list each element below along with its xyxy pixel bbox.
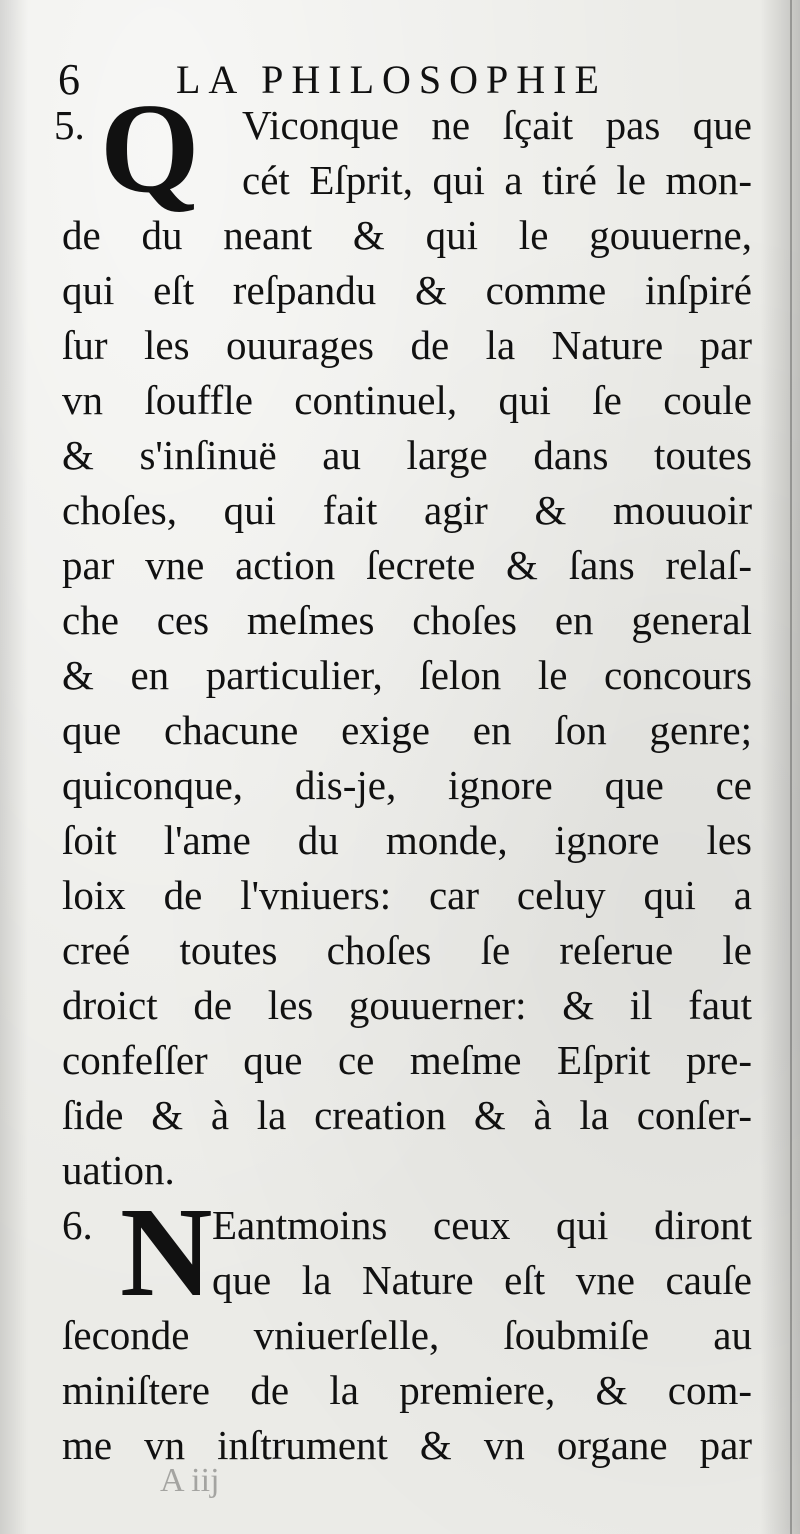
text-line: creé toutes choſes ſe reſerue le: [62, 927, 752, 973]
text-line: uation.: [62, 1147, 175, 1193]
drop-cap-letter: N: [120, 1181, 213, 1323]
text-line: par vne action ſecrete & ſans relaſ-: [62, 542, 752, 588]
text-line: loix de l'vniuers: car celuy qui a: [62, 872, 752, 918]
text-line: ſide & à la creation & à la conſer-: [62, 1092, 752, 1138]
text-line: ſeconde vniuerſelle, ſoubmiſe au: [62, 1312, 752, 1358]
printer-signature-mark: A iij: [160, 1462, 220, 1499]
text-line: droict de les gouuerner: & il faut: [62, 982, 752, 1028]
text-line: Viconque ne ſçait pas que: [242, 102, 752, 148]
text-line: confeſſer que ce meſme Eſprit pre-: [62, 1037, 752, 1083]
text-line: miniſtere de la premiere, & com-: [62, 1367, 752, 1413]
text-line: de du neant & qui le gouuerne,: [62, 212, 752, 258]
text-line: ſur les ouurages de la Nature par: [62, 322, 752, 368]
text-line: & en particulier, ſelon le concours: [62, 652, 752, 698]
text-line: que la Nature eſt vne cauſe: [212, 1257, 752, 1303]
page-edge-line: [790, 0, 792, 1534]
page-shadow-left: [0, 0, 28, 1534]
running-head: LA PHILOSOPHIE: [176, 57, 607, 102]
text-line: qui eſt reſpandu & comme inſpiré: [62, 267, 752, 313]
text-line: quiconque, dis-je, ignore que ce: [62, 762, 752, 808]
text-line: Eantmoins ceux qui diront: [212, 1202, 752, 1248]
text-line: che ces meſmes choſes en general: [62, 597, 752, 643]
paragraph-6: [62, 1181, 752, 1473]
text-line: cét Eſprit, qui a tiré le mon-: [242, 157, 752, 203]
text-line: vn ſouffle continuel, qui ſe coule: [62, 377, 752, 423]
text-line: que chacune exige en ſon genre;: [62, 707, 752, 753]
drop-cap-letter: Q: [100, 77, 200, 219]
paragraph-number: 5.: [54, 102, 85, 148]
page-shadow-right: [760, 0, 800, 1534]
text-line: me vn inſtrument & vn organe par: [62, 1422, 752, 1468]
text-line: & s'inſinuë au large dans toutes: [62, 432, 752, 478]
text-line: ſoit l'ame du monde, ignore les: [62, 817, 752, 863]
text-line: choſes, qui fait agir & mouuoir: [62, 487, 752, 533]
page-number: 6: [58, 55, 80, 104]
paragraph-number: 6.: [62, 1202, 93, 1248]
